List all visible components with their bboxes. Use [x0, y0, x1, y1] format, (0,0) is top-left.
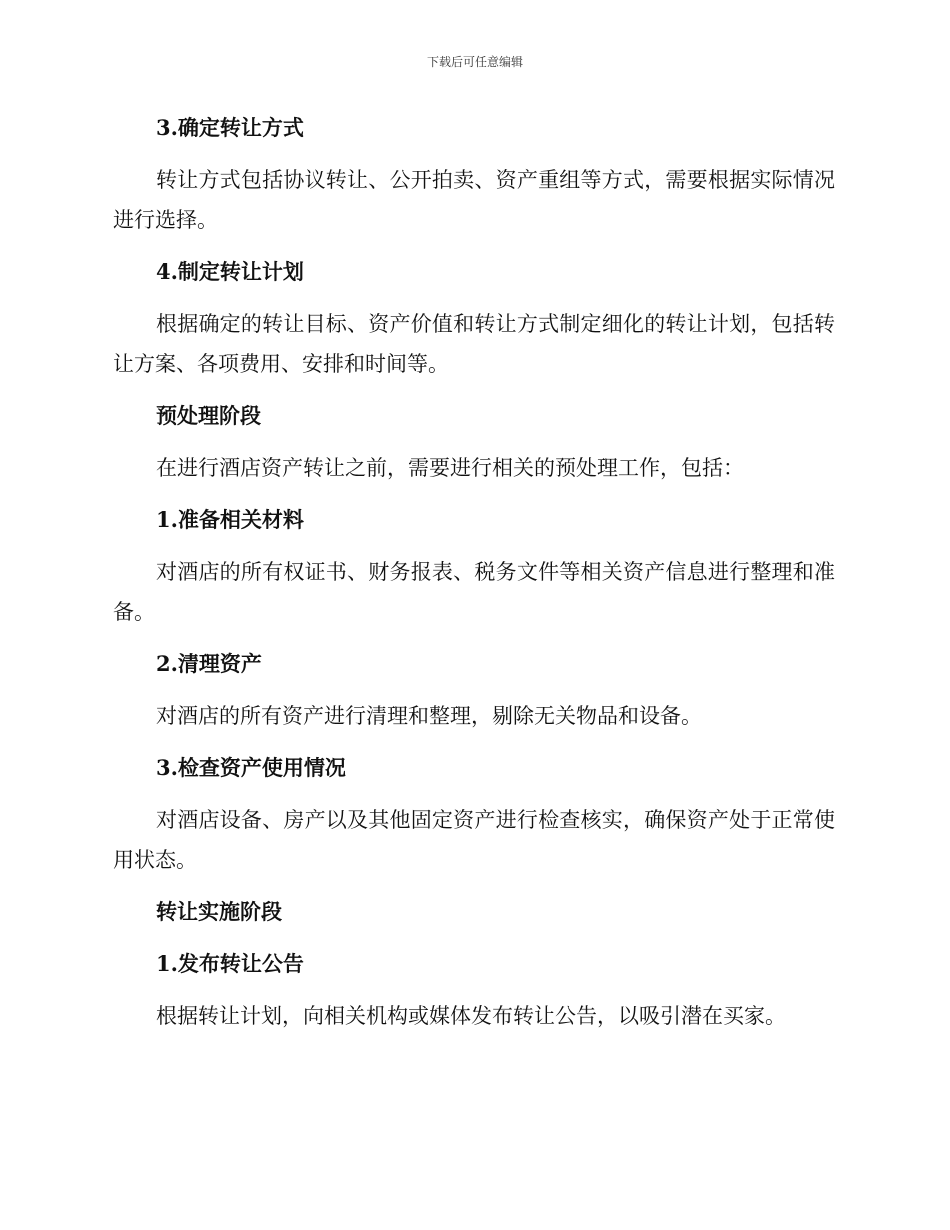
section-heading-publish-notice: 1.发布转让公告	[156, 951, 304, 976]
document-body	[113, 108, 835, 1048]
paragraph-check-assets: 对酒店设备、房产以及其他固定资产进行检查核实，确保资产处于正常使用状态。	[113, 808, 835, 872]
paragraph-prepare-materials: 对酒店的所有权证书、财务报表、税务文件等相关资产信息进行整理和准备。	[113, 560, 835, 624]
section-heading-transfer-plan: 4.制定转让计划	[156, 259, 304, 284]
section-heading-prepare-materials: 1.准备相关材料	[156, 507, 304, 532]
section-heading-determine-method: 3.确定转让方式	[156, 115, 304, 140]
page-header: 下载后可任意编辑	[426, 55, 523, 69]
section-heading-implementation: 转让实施阶段	[156, 899, 282, 924]
section-heading-preprocessing: 预处理阶段	[156, 403, 261, 428]
paragraph-preprocessing-intro: 在进行酒店资产转让之前，需要进行相关的预处理工作，包括：	[156, 456, 744, 480]
paragraph-publish-notice: 根据转让计划，向相关机构或媒体发布转让公告，以吸引潜在买家。	[156, 1004, 786, 1028]
paragraph-transfer-methods: 转让方式包括协议转让、公开拍卖、资产重组等方式，需要根据实际情况进行选择。	[113, 168, 835, 232]
paragraph-clear-assets: 对酒店的所有资产进行清理和整理，剔除无关物品和设备。	[156, 704, 702, 728]
section-heading-check-assets: 3.检查资产使用情况	[156, 755, 346, 780]
paragraph-transfer-plan: 根据确定的转让目标、资产价值和转让方式制定细化的转让计划，包括转让方案、各项费用、安排和时间等。	[113, 312, 835, 376]
section-heading-clear-assets: 2.清理资产	[156, 651, 262, 676]
